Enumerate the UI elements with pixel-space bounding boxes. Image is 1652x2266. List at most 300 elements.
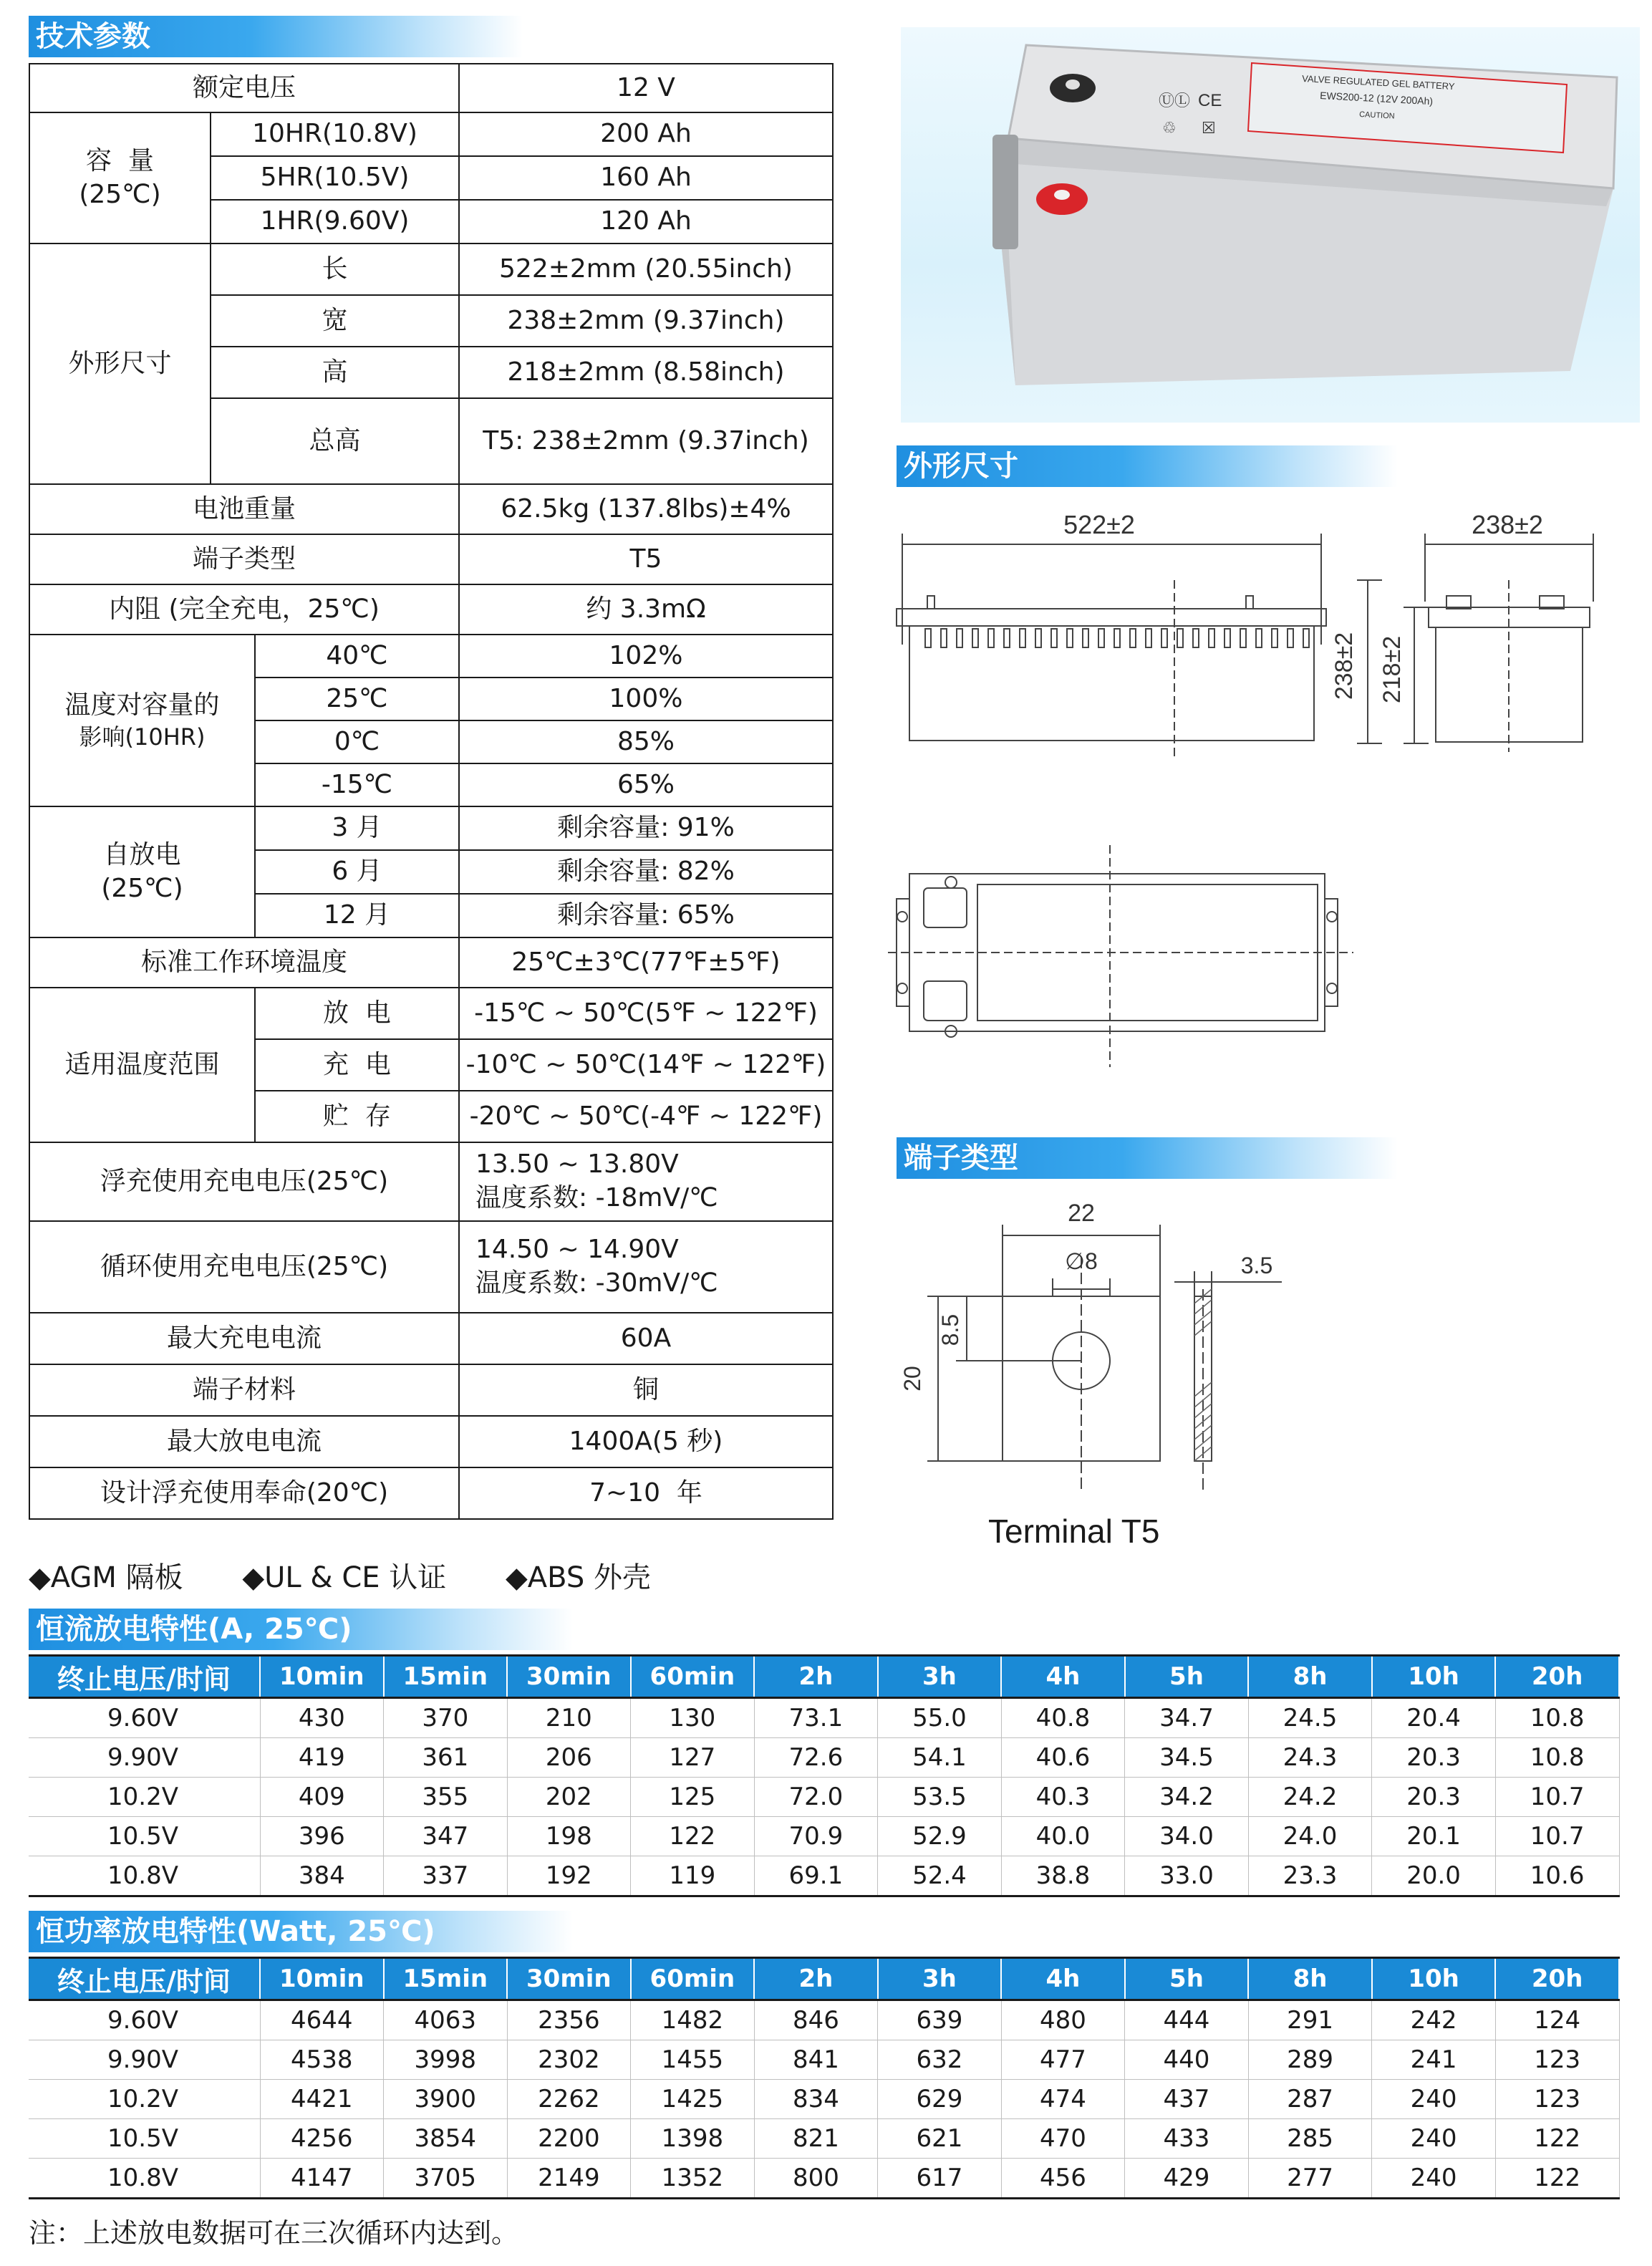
cp-header-cell: 终止电压/时间 — [29, 1958, 260, 2000]
capacity-value: 200 Ah — [459, 112, 833, 156]
cp-value-cell: 2200 — [507, 2119, 631, 2159]
ce-mark-icon: CE — [1198, 91, 1222, 110]
cp-header-cell: 5h — [1125, 1958, 1249, 2000]
cp-value-cell: 433 — [1125, 2119, 1249, 2159]
cp-value-cell: 456 — [1001, 2159, 1125, 2199]
capacity-label — [29, 112, 211, 244]
table-row — [29, 1778, 1619, 1817]
cc-value-cell: 198 — [507, 1817, 631, 1856]
float-label: 浮充使用充电电压(25℃) — [29, 1142, 459, 1221]
cc-value-cell: 10.8 — [1495, 1738, 1619, 1778]
cc-value-cell: 34.5 — [1125, 1738, 1249, 1778]
grill-slot — [1209, 629, 1214, 647]
cc-value-cell: 10.6 — [1495, 1856, 1619, 1896]
terminal-thickness-label: 3.5 — [1240, 1253, 1273, 1278]
temp-cap-temp: 25℃ — [255, 678, 459, 720]
cp-value-cell: 123 — [1495, 2080, 1619, 2119]
cc-value-cell: 40.3 — [1001, 1778, 1125, 1817]
cp-value-cell: 639 — [878, 2000, 1002, 2040]
dims-value: 218±2mm (8.58inch) — [459, 347, 833, 398]
temp-cap-temp: -15℃ — [255, 763, 459, 806]
cc-value-cell: 20.1 — [1372, 1817, 1496, 1856]
cp-value-cell: 3900 — [384, 2080, 508, 2119]
cp-value-cell: 1398 — [631, 2119, 755, 2159]
self-discharge-month: 3 月 — [255, 806, 459, 850]
cp-value-cell: 629 — [878, 2080, 1002, 2119]
grill-slot — [1288, 629, 1293, 647]
cc-header-row — [29, 1656, 1619, 1698]
cp-value-cell: 285 — [1248, 2119, 1372, 2159]
cp-voltage-cell: 9.60V — [29, 2000, 260, 2040]
cc-value-cell: 53.5 — [878, 1778, 1002, 1817]
spec-row-temp-cap — [29, 635, 833, 678]
cc-value-cell: 10.8 — [1495, 1698, 1619, 1738]
cp-value-cell: 122 — [1495, 2119, 1619, 2159]
temp-cap-value: 65% — [459, 763, 833, 806]
feature-abs: ◆ABS 外壳 — [505, 1561, 651, 1594]
max-charge-value: 60A — [459, 1313, 833, 1364]
cp-value-cell: 287 — [1248, 2080, 1372, 2119]
dim-length-label: 522±2 — [1063, 510, 1135, 539]
cp-value-cell: 289 — [1248, 2040, 1372, 2080]
cc-value-cell: 69.1 — [754, 1856, 878, 1896]
recycle-icon: ♲ — [1162, 119, 1177, 137]
cc-value-cell: 24.0 — [1248, 1817, 1372, 1856]
cc-header-cell: 15min — [384, 1656, 508, 1698]
ul-mark-icon: ⓊⓁ — [1159, 92, 1191, 110]
cp-voltage-cell: 9.90V — [29, 2040, 260, 2080]
cc-header-cell: 8h — [1248, 1656, 1372, 1698]
cp-header-cell: 4h — [1001, 1958, 1125, 2000]
cc-value-cell: 40.0 — [1001, 1817, 1125, 1856]
env-label: 标准工作环境温度 — [29, 937, 459, 988]
grill-slot — [1303, 629, 1309, 647]
grill-slot — [988, 629, 994, 647]
max-discharge-label: 最大放电电流 — [29, 1416, 459, 1467]
table-row — [29, 1738, 1619, 1778]
photo-label-line1: VALVE REGULATED GEL BATTERY — [1301, 73, 1455, 92]
cp-value-cell: 277 — [1248, 2159, 1372, 2199]
cc-value-cell: 20.3 — [1372, 1738, 1496, 1778]
section-header-terminal: 端子类型 — [897, 1137, 1398, 1179]
grill-slot — [1020, 629, 1025, 647]
life-value: 7~10 年 — [459, 1467, 833, 1519]
cc-value-cell: 54.1 — [878, 1738, 1002, 1778]
cp-value-cell: 124 — [1495, 2000, 1619, 2040]
grill-slot — [1083, 629, 1088, 647]
float-coefficient: 温度系数: -18mV/℃ — [475, 1183, 718, 1212]
temp-cap-value: 85% — [459, 720, 833, 763]
cc-header-cell: 60min — [631, 1656, 755, 1698]
env-value: 25℃±3℃(77℉±5℉) — [459, 937, 833, 988]
cp-value-cell: 3705 — [384, 2159, 508, 2199]
terminal-width-label: 22 — [1068, 1200, 1095, 1227]
grill-slot — [1035, 629, 1041, 647]
grill-slot — [1161, 629, 1167, 647]
cp-value-cell: 621 — [878, 2119, 1002, 2159]
cc-value-cell: 119 — [631, 1856, 755, 1896]
spec-row-material — [29, 1364, 833, 1416]
cp-value-cell: 444 — [1125, 2000, 1249, 2040]
constant-current-table — [29, 1654, 1620, 1897]
max-charge-label: 最大充电电流 — [29, 1313, 459, 1364]
cc-value-cell: 34.0 — [1125, 1817, 1249, 1856]
cp-value-cell: 437 — [1125, 2080, 1249, 2119]
cp-value-cell: 240 — [1372, 2080, 1496, 2119]
cp-voltage-cell: 10.5V — [29, 2119, 260, 2159]
grill-slot — [957, 629, 962, 647]
battery-illustration — [901, 27, 1640, 423]
grill-slot — [1130, 629, 1136, 647]
cp-header-cell: 2h — [754, 1958, 878, 2000]
weight-value: 62.5kg (137.8lbs)±4% — [459, 484, 833, 534]
cc-value-cell: 33.0 — [1125, 1856, 1249, 1896]
cc-value-cell: 419 — [260, 1738, 384, 1778]
spec-row-self-discharge — [29, 806, 833, 850]
voltage-value: 12 V — [459, 64, 833, 112]
table-row — [29, 1817, 1619, 1856]
cp-value-cell: 2356 — [507, 2000, 631, 2040]
cc-value-cell: 72.6 — [754, 1738, 878, 1778]
cc-header-cell: 4h — [1001, 1656, 1125, 1698]
self-discharge-month: 6 月 — [255, 850, 459, 894]
cp-value-cell: 1425 — [631, 2080, 755, 2119]
section-header-tech: 技术参数 — [29, 16, 523, 57]
cp-value-cell: 480 — [1001, 2000, 1125, 2040]
cc-header-cell: 5h — [1125, 1656, 1249, 1698]
grill-slot — [1193, 629, 1199, 647]
temp-cap-value: 100% — [459, 678, 833, 720]
cc-header-cell: 3h — [878, 1656, 1002, 1698]
cp-value-cell: 2149 — [507, 2159, 631, 2199]
table-row — [29, 2119, 1619, 2159]
dims-label: 外形尺寸 — [29, 244, 211, 484]
cc-voltage-cell: 10.8V — [29, 1856, 260, 1896]
grill-slot — [1240, 629, 1246, 647]
cc-value-cell: 361 — [384, 1738, 508, 1778]
cc-value-cell: 73.1 — [754, 1698, 878, 1738]
terminal-offset-label: 8.5 — [937, 1313, 963, 1346]
self-discharge-label — [29, 806, 255, 937]
cp-value-cell: 1482 — [631, 2000, 755, 2040]
cc-header-cell: 2h — [754, 1656, 878, 1698]
resistance-value: 约 3.3mΩ — [459, 584, 833, 635]
dims-name: 总高 — [211, 398, 459, 484]
cp-header-cell: 60min — [631, 1958, 755, 2000]
cycle-coefficient: 温度系数: -30mV/℃ — [475, 1268, 718, 1298]
temp-range-name: 放 电 — [255, 988, 459, 1039]
cp-value-cell: 4256 — [260, 2119, 384, 2159]
cc-value-cell: 23.3 — [1248, 1856, 1372, 1896]
photo-label-line2: EWS200-12 (12V 200Ah) — [1319, 90, 1434, 107]
table-row — [29, 2080, 1619, 2119]
cc-header-cell: 20h — [1495, 1656, 1619, 1698]
self-discharge-month: 12 月 — [255, 894, 459, 937]
feature-list — [29, 1560, 701, 1596]
temp-range-name: 充 电 — [255, 1039, 459, 1091]
cp-value-cell: 242 — [1372, 2000, 1496, 2040]
cp-header-cell: 20h — [1495, 1958, 1619, 2000]
self-discharge-label-2: (25℃) — [101, 873, 183, 903]
cc-value-cell: 409 — [260, 1778, 384, 1817]
cc-voltage-cell: 10.5V — [29, 1817, 260, 1856]
spec-row-max-discharge — [29, 1416, 833, 1467]
cp-value-cell: 821 — [754, 2119, 878, 2159]
dims-value: 238±2mm (9.37inch) — [459, 295, 833, 347]
cp-value-cell: 122 — [1495, 2159, 1619, 2199]
temp-cap-label-2: 影响(10HR) — [79, 723, 206, 751]
cp-value-cell: 4421 — [260, 2080, 384, 2119]
dim-height-label: 218±2 — [1378, 635, 1406, 704]
cc-header-cell: 终止电压/时间 — [29, 1656, 260, 1698]
spec-row-float — [29, 1142, 833, 1221]
cp-voltage-cell: 10.2V — [29, 2080, 260, 2119]
temp-cap-temp: 40℃ — [255, 635, 459, 678]
capacity-value: 120 Ah — [459, 200, 833, 244]
cc-value-cell: 52.9 — [878, 1817, 1002, 1856]
cc-value-cell: 34.7 — [1125, 1698, 1249, 1738]
cp-value-cell: 617 — [878, 2159, 1002, 2199]
cp-value-cell: 241 — [1372, 2040, 1496, 2080]
terminal-drawing — [888, 1189, 1332, 1504]
terminal-caption: Terminal T5 — [988, 1513, 1160, 1550]
cc-value-cell: 337 — [384, 1856, 508, 1896]
section-header-dims: 外形尺寸 — [897, 445, 1398, 487]
cp-value-cell: 4147 — [260, 2159, 384, 2199]
material-label: 端子材料 — [29, 1364, 459, 1416]
capacity-label-temp: (25℃) — [79, 179, 161, 209]
feature-certification: ◆UL & CE 认证 — [242, 1561, 447, 1594]
capacity-rate: 5HR(10.5V) — [211, 156, 459, 200]
cp-value-cell: 291 — [1248, 2000, 1372, 2040]
cc-value-cell: 430 — [260, 1698, 384, 1738]
spec-row-weight — [29, 484, 833, 534]
cc-value-cell: 355 — [384, 1778, 508, 1817]
cp-value-cell: 477 — [1001, 2040, 1125, 2080]
feature-agm: ◆AGM 隔板 — [29, 1561, 183, 1594]
cc-value-cell: 127 — [631, 1738, 755, 1778]
spec-row-temp-range — [29, 988, 833, 1039]
table-row — [29, 2000, 1619, 2040]
spec-row-terminal — [29, 534, 833, 584]
capacity-rate: 10HR(10.8V) — [211, 112, 459, 156]
cp-value-cell: 3998 — [384, 2040, 508, 2080]
cc-value-cell: 38.8 — [1001, 1856, 1125, 1896]
cp-header-cell: 8h — [1248, 1958, 1372, 2000]
self-discharge-label-1: 自放电 — [103, 839, 181, 869]
cp-value-cell: 2262 — [507, 2080, 631, 2119]
dims-name: 长 — [211, 244, 459, 295]
cc-value-cell: 125 — [631, 1778, 755, 1817]
cp-value-cell: 846 — [754, 2000, 878, 2040]
grill-slot — [972, 629, 978, 647]
float-value — [459, 1142, 833, 1221]
self-discharge-value: 剩余容量: 65% — [459, 894, 833, 937]
capacity-rate: 1HR(9.60V) — [211, 200, 459, 244]
section-header-constant-power: 恒功率放电特性(Watt, 25℃) — [29, 1911, 573, 1952]
table-row — [29, 2040, 1619, 2080]
cc-voltage-cell: 9.60V — [29, 1698, 260, 1738]
max-discharge-value: 1400A(5 秒) — [459, 1416, 833, 1467]
spec-row-cycle — [29, 1221, 833, 1313]
cp-value-cell: 4063 — [384, 2000, 508, 2040]
temp-cap-temp: 0℃ — [255, 720, 459, 763]
constant-power-table — [29, 1957, 1620, 2199]
cc-value-cell: 396 — [260, 1817, 384, 1856]
cc-voltage-cell: 10.2V — [29, 1778, 260, 1817]
cp-header-cell: 30min — [507, 1958, 631, 2000]
grill-slot — [1224, 629, 1230, 647]
capacity-value: 160 Ah — [459, 156, 833, 200]
cc-value-cell: 347 — [384, 1817, 508, 1856]
cp-value-cell: 834 — [754, 2080, 878, 2119]
material-value: 铜 — [459, 1364, 833, 1416]
temp-range-value: -10℃ ~ 50℃(14℉ ~ 122℉) — [459, 1039, 833, 1091]
cc-value-cell: 192 — [507, 1856, 631, 1896]
cp-header-cell: 10min — [260, 1958, 384, 2000]
cycle-value — [459, 1221, 833, 1313]
cc-value-cell: 20.3 — [1372, 1778, 1496, 1817]
temp-range-label: 适用温度范围 — [29, 988, 255, 1142]
cc-value-cell: 20.0 — [1372, 1856, 1496, 1896]
cp-body — [29, 2000, 1619, 2199]
table-row — [29, 1698, 1619, 1738]
grill-slot — [1098, 629, 1104, 647]
bin-icon: ☒ — [1202, 119, 1216, 137]
battery-photo — [901, 27, 1640, 423]
weight-label: 电池重量 — [29, 484, 459, 534]
cc-value-cell: 72.0 — [754, 1778, 878, 1817]
cc-value-cell: 10.7 — [1495, 1817, 1619, 1856]
cc-value-cell: 55.0 — [878, 1698, 1002, 1738]
voltage-label: 额定电压 — [29, 64, 459, 112]
cc-value-cell: 20.4 — [1372, 1698, 1496, 1738]
grill-slot — [941, 629, 947, 647]
cc-header-cell: 10h — [1372, 1656, 1496, 1698]
grill-slot — [1051, 629, 1057, 647]
grill-slot — [1004, 629, 1010, 647]
section-header-constant-current: 恒流放电特性(A, 25℃) — [29, 1609, 573, 1650]
cp-value-cell: 841 — [754, 2040, 878, 2080]
table-row — [29, 1856, 1619, 1896]
spec-row-capacity — [29, 112, 833, 156]
dims-value: 522±2mm (20.55inch) — [459, 244, 833, 295]
spec-row-max-charge — [29, 1313, 833, 1364]
cc-value-cell: 10.7 — [1495, 1778, 1619, 1817]
cp-value-cell: 1352 — [631, 2159, 755, 2199]
cc-body — [29, 1698, 1619, 1896]
cp-value-cell: 123 — [1495, 2040, 1619, 2080]
cp-value-cell: 800 — [754, 2159, 878, 2199]
cc-value-cell: 52.4 — [878, 1856, 1002, 1896]
photo-label-line3: CAUTION — [1358, 110, 1395, 121]
cc-value-cell: 34.2 — [1125, 1778, 1249, 1817]
cycle-voltage: 14.50 ~ 14.90V — [475, 1235, 679, 1265]
cc-voltage-cell: 9.90V — [29, 1738, 260, 1778]
grill-slot — [1272, 629, 1277, 647]
temp-cap-label-1: 温度对容量的 — [64, 690, 220, 720]
cc-value-cell: 130 — [631, 1698, 755, 1738]
cp-value-cell: 632 — [878, 2040, 1002, 2080]
self-discharge-value: 剩余容量: 91% — [459, 806, 833, 850]
cp-value-cell: 474 — [1001, 2080, 1125, 2119]
grill-slot — [1256, 629, 1262, 647]
cp-value-cell: 4538 — [260, 2040, 384, 2080]
spec-row-dims — [29, 244, 833, 295]
dims-name: 宽 — [211, 295, 459, 347]
cc-value-cell: 210 — [507, 1698, 631, 1738]
dims-value: T5: 238±2mm (9.37inch) — [459, 398, 833, 484]
spec-row-resistance — [29, 584, 833, 635]
cp-value-cell: 429 — [1125, 2159, 1249, 2199]
dims-name: 高 — [211, 347, 459, 398]
spec-row-env — [29, 937, 833, 988]
spec-row-voltage — [29, 64, 833, 112]
terminal-height-label: 20 — [899, 1366, 925, 1392]
cp-value-cell: 1455 — [631, 2040, 755, 2080]
temp-range-name: 贮 存 — [255, 1091, 459, 1142]
cc-value-cell: 122 — [631, 1817, 755, 1856]
cc-value-cell: 384 — [260, 1856, 384, 1896]
spec-row-life — [29, 1467, 833, 1519]
cp-header-cell: 15min — [384, 1958, 508, 2000]
table-row — [29, 2159, 1619, 2199]
cc-header-cell: 30min — [507, 1656, 631, 1698]
cc-value-cell: 202 — [507, 1778, 631, 1817]
dimension-drawing — [888, 501, 1633, 1089]
cc-value-cell: 370 — [384, 1698, 508, 1738]
cp-value-cell: 4644 — [260, 2000, 384, 2040]
cc-value-cell: 40.6 — [1001, 1738, 1125, 1778]
cc-value-cell: 70.9 — [754, 1817, 878, 1856]
cc-header-cell: 10min — [260, 1656, 384, 1698]
terminal-value: T5 — [459, 534, 833, 584]
cc-value-cell: 24.5 — [1248, 1698, 1372, 1738]
cp-value-cell: 470 — [1001, 2119, 1125, 2159]
cc-value-cell: 206 — [507, 1738, 631, 1778]
temp-range-value: -20℃ ~ 50℃(-4℉ ~ 122℉) — [459, 1091, 833, 1142]
grill-slot — [925, 629, 931, 647]
temp-range-value: -15℃ ~ 50℃(5℉ ~ 122℉) — [459, 988, 833, 1039]
cp-value-cell: 3854 — [384, 2119, 508, 2159]
resistance-label: 内阻 (完全充电，25℃) — [29, 584, 459, 635]
cp-value-cell: 440 — [1125, 2040, 1249, 2080]
terminal-hole-label: ∅8 — [1065, 1248, 1098, 1274]
grill-slot — [1067, 629, 1073, 647]
temp-cap-label — [29, 635, 255, 806]
life-label: 设计浮充使用奉命(20℃) — [29, 1467, 459, 1519]
cp-value-cell: 240 — [1372, 2119, 1496, 2159]
dim-overall-height-label: 238±2 — [1330, 632, 1358, 700]
cp-value-cell: 240 — [1372, 2159, 1496, 2199]
cc-value-cell: 40.8 — [1001, 1698, 1125, 1738]
dim-width-label: 238±2 — [1472, 510, 1543, 539]
float-voltage: 13.50 ~ 13.80V — [475, 1149, 679, 1180]
grill-slot — [1114, 629, 1120, 647]
cc-value-cell: 24.3 — [1248, 1738, 1372, 1778]
cp-header-row — [29, 1958, 1619, 2000]
grill-slot — [1177, 629, 1183, 647]
spec-table — [29, 63, 834, 1520]
capacity-label-main: 容 量 — [86, 145, 154, 175]
grill-slot — [1146, 629, 1151, 647]
self-discharge-value: 剩余容量: 82% — [459, 850, 833, 894]
cp-value-cell: 2302 — [507, 2040, 631, 2080]
footnote: 注：上述放电数据可在三次循环内达到。 — [29, 2217, 519, 2249]
cp-header-cell: 10h — [1372, 1958, 1496, 2000]
cp-voltage-cell: 10.8V — [29, 2159, 260, 2199]
terminal-label: 端子类型 — [29, 534, 459, 584]
